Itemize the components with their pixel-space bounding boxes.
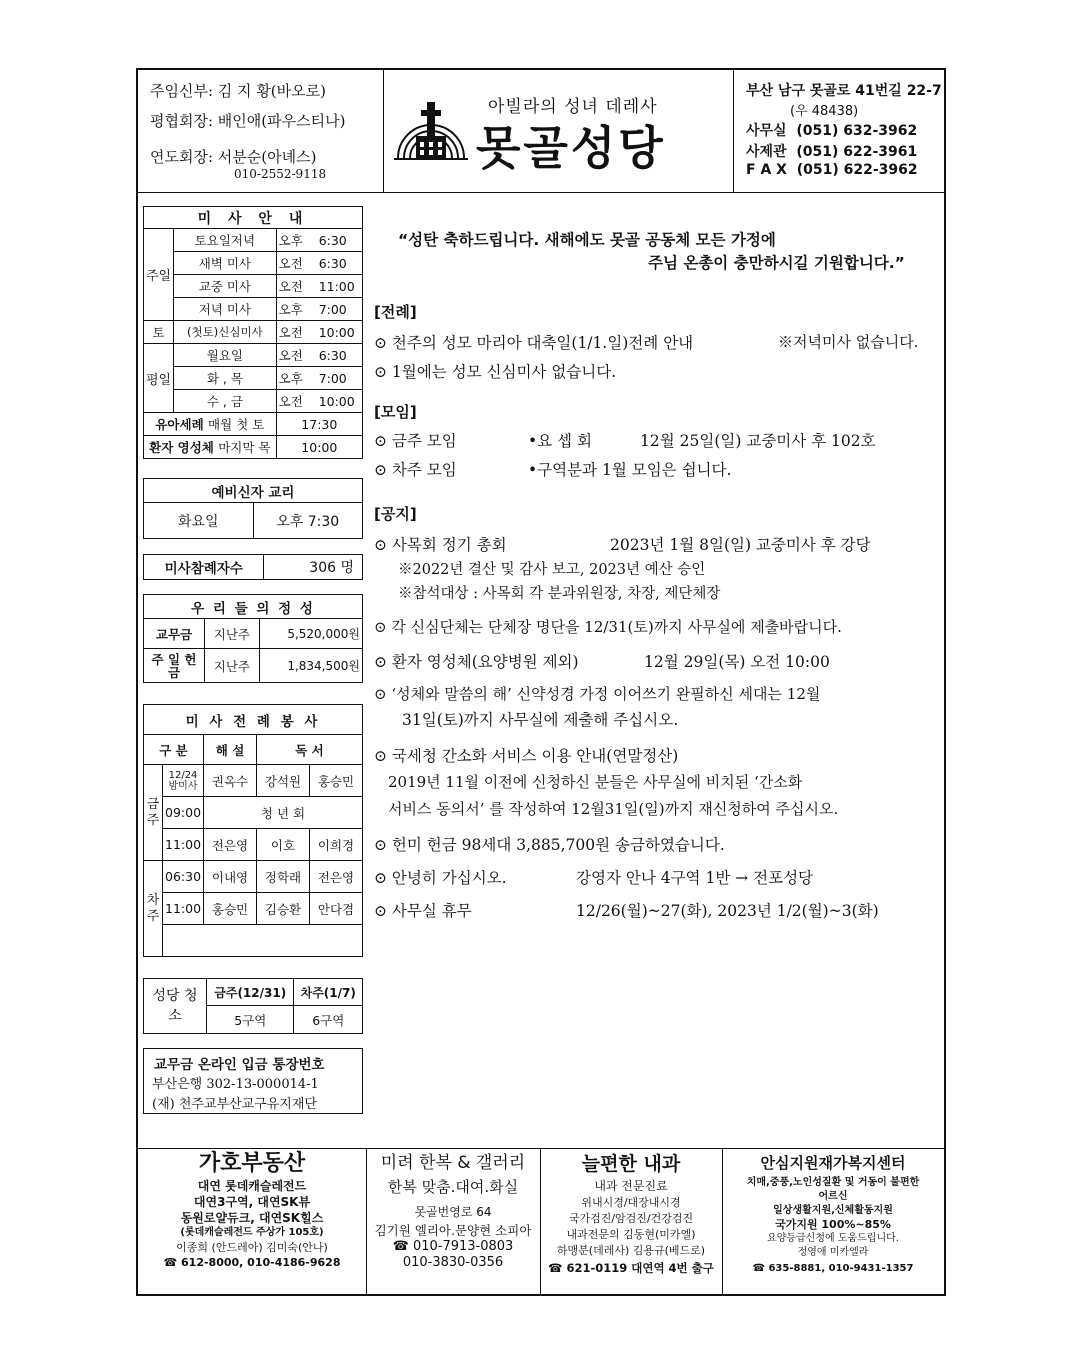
ad-welfare-center: 안심지원재가복지센터 치매,중풍,노인성질환 및 거동이 불편한 어르신 일상생활지원,신체활동지원 국가지원 100%~85% 요양등급신청에 도움드립니다. 정영애 미카엘라 ☎ 635-8881, 010-9431-1357 xyxy=(746,1154,920,1274)
mass-name: 새벽 미사 xyxy=(174,252,277,275)
offering-amount: 5,520,000원 xyxy=(259,619,362,649)
mass-time: 오전 6:30 xyxy=(276,252,362,275)
notice-line: 강영자 안나 4구역 1반 → 전포성당 xyxy=(576,869,814,887)
attendance-label: 미사참례자수 xyxy=(144,555,264,580)
service-empty-row xyxy=(163,925,363,957)
service-person: 전은영 xyxy=(310,861,363,893)
notice-line: 12월 25일(일) 교중미사 후 102호 xyxy=(640,432,876,450)
mass-time: 오전 11:00 xyxy=(276,275,362,298)
service-person: 강석원 xyxy=(257,765,310,797)
service-person: 이호 xyxy=(257,829,310,861)
notice-line: 서비스 동의서’ 를 작성하여 12월31일(일)까지 재신청하여 주십시오. xyxy=(388,800,839,818)
cleaning-next-head: 차주(1/7) xyxy=(294,979,363,1006)
notice-line: 2019년 11월 이전에 신청하신 분들은 사무실에 비치된 ‘간소화 xyxy=(388,773,803,791)
notice-line: 12/26(월)~27(화), 2023년 1/2(월)~3(화) xyxy=(576,902,879,920)
service-person: 정학래 xyxy=(257,861,310,893)
next-week-label: 차주 xyxy=(144,861,163,957)
staff-council: 평협회장: 배인애(파우스티나) xyxy=(150,112,346,130)
offering-title: 우 리 들 의 정 성 xyxy=(144,595,363,619)
service-person: 안다겸 xyxy=(310,893,363,925)
mass-time: 오후 6:30 xyxy=(276,229,362,252)
service-person: 홍승민 xyxy=(204,893,257,925)
staff-priest: 주임신부: 김 지 황(바오로) xyxy=(150,82,326,100)
notice-line: ⊙ 국세청 간소화 서비스 이용 안내(연말정산) xyxy=(374,747,679,765)
staff-phone: 010-2552-9118 xyxy=(234,167,327,181)
notice-line: ⊙ 안녕히 가십시오. xyxy=(374,869,507,887)
contact-rectory: 사제관 (051) 622-3961 xyxy=(746,144,918,160)
attendance-value: 306 명 xyxy=(264,555,363,580)
ad-divider xyxy=(366,1148,367,1294)
header-staff xyxy=(138,70,384,192)
service-person: 전은영 xyxy=(204,829,257,861)
mass-name: 교중 미사 xyxy=(174,275,277,298)
notice-line: ⊙ 사목회 정기 총회 xyxy=(374,536,507,554)
service-time: 11:00 xyxy=(163,829,204,861)
parish-subtitle: 아빌라의 성녀 데레사 xyxy=(488,97,658,117)
address: 부산 남구 못골로 41번길 22-7 xyxy=(746,83,942,99)
notice-line: ⊙ 금주 모임 xyxy=(374,432,457,450)
mass-name: 월요일 xyxy=(174,344,277,367)
service-table xyxy=(143,704,363,957)
greeting-line-1: “성탄 축하드립니다. 새해에도 못골 공동체 모든 가정에 xyxy=(398,231,776,249)
notice-line: ⊙ 사무실 휴무 xyxy=(374,902,472,920)
catechumen-title: 예비신자 교리 xyxy=(144,479,363,503)
mass-name: (첫토)신심미사 xyxy=(174,321,277,344)
mass-time: 오전 10:00 xyxy=(276,321,362,344)
mass-title: 미 사 안 내 xyxy=(144,207,363,229)
sick-communion-label: 환자 영성체 마지막 목 xyxy=(144,436,277,459)
infant-baptism-time: 17:30 xyxy=(276,413,362,436)
cleaning-next-val: 6구역 xyxy=(294,1006,363,1034)
ad-divider xyxy=(540,1148,541,1294)
notice-line: ⊙ 차주 모임 xyxy=(374,461,457,479)
ad-divider xyxy=(722,1148,723,1294)
greeting-line-2: 주님 온총이 충만하시길 기원합니다.” xyxy=(648,254,905,272)
offering-table xyxy=(143,594,363,683)
mass-schedule-table xyxy=(143,206,363,459)
cleaning-this-val: 5구역 xyxy=(207,1006,294,1034)
offering-amount: 1,834,500원 xyxy=(259,649,362,683)
service-time: 09:00 xyxy=(163,797,204,829)
service-head-reading: 독 서 xyxy=(257,735,363,765)
notice-line: 12월 29일(목) 오전 10:00 xyxy=(644,653,830,671)
mass-name: 수 , 금 xyxy=(174,390,277,413)
section-meeting: [모임] xyxy=(374,403,417,421)
service-group: 청 년 회 xyxy=(204,797,363,829)
attendance-table xyxy=(143,554,363,580)
service-title: 미 사 전 례 봉 사 xyxy=(144,705,363,735)
sunday-label: 주일 xyxy=(144,229,174,321)
cleaning-this-head: 금주(12/31) xyxy=(207,979,294,1006)
bank-title: 교무금 온라인 입금 통장번호 xyxy=(154,1057,325,1073)
ad-realestate: 가호부동산 대연 롯데캐슬레전드 대연3구역, 대연SK뷰 동원로얄듀크, 대연SK힐스 (롯데캐슬레전드 주상가 105호) 이종희 (안드레아) 김미숙(안나) ☎ 612-8000, 010-4186-9628 xyxy=(163,1151,341,1269)
notice-line: •구역분과 1월 모임은 쉽니다. xyxy=(528,461,732,479)
church-logo-icon xyxy=(394,100,468,162)
notice-line: 31일(토)까지 사무실에 제출해 주십시오. xyxy=(402,711,679,729)
mass-time: 오후 7:00 xyxy=(276,298,362,321)
notice-line: 2023년 1월 8일(일) 교중미사 후 강당 xyxy=(610,536,871,554)
bank-box xyxy=(143,1048,363,1114)
saturday-label: 토 xyxy=(144,321,174,344)
catechumen-time: 오후 7:30 xyxy=(253,503,363,539)
header-contact xyxy=(734,70,946,192)
contact-fax: F A X (051) 622-3962 xyxy=(746,162,918,178)
weekday-label: 평일 xyxy=(144,344,174,413)
cleaning-table xyxy=(143,978,363,1034)
cleaning-label: 성당 청소 xyxy=(144,979,207,1034)
section-liturgy: [전례] xyxy=(374,303,417,321)
staff-prayer: 연도회장: 서분순(아녜스) xyxy=(150,148,317,166)
offering-name: 교무금 xyxy=(144,619,205,649)
header-divider xyxy=(138,192,946,193)
service-person: 홍승민 xyxy=(310,765,363,797)
notice-line: ⊙ 헌미 헌금 98세대 3,885,700원 송금하였습니다. xyxy=(374,836,725,854)
catechumen-table xyxy=(143,478,363,539)
service-time: 12/24 밤미사 xyxy=(163,765,204,797)
service-person: 이희경 xyxy=(310,829,363,861)
service-head-division: 구 분 xyxy=(144,735,204,765)
section-notice: [공지] xyxy=(374,505,417,523)
postcode: (우 48438) xyxy=(790,104,859,119)
mass-name: 토요일저녁 xyxy=(174,229,277,252)
service-person: 권옥수 xyxy=(204,765,257,797)
notice-line: ⊙ 1월에는 성모 신심미사 없습니다. xyxy=(374,363,617,381)
notice-line: ⊙ 각 신심단체는 단체장 명단을 12/31(토)까지 사무실에 제출바랍니다. xyxy=(374,618,842,636)
offering-name: 주 일 헌 금 xyxy=(144,649,205,683)
bank-owner: (재) 천주교부산교구유지재단 xyxy=(152,1097,317,1112)
service-person: 이내영 xyxy=(204,861,257,893)
notice-line: ⊙ 환자 영성체(요양병원 제외) xyxy=(374,653,579,671)
header-title-block xyxy=(384,70,734,192)
notice-line: ※2022년 결산 및 감사 보고, 2023년 예산 승인 xyxy=(398,562,706,578)
catechumen-day: 화요일 xyxy=(144,503,254,539)
mass-time: 오전 10:00 xyxy=(276,390,362,413)
mass-time: 오후 7:00 xyxy=(276,367,362,390)
notice-line: ⊙ ‘성체와 말씀의 해’ 신약성경 가정 이어쓰기 완필하신 세대는 12월 xyxy=(374,685,821,703)
service-time: 11:00 xyxy=(163,893,204,925)
service-person: 김승환 xyxy=(257,893,310,925)
notice-line: ※저녁미사 없습니다. xyxy=(778,333,919,351)
parish-title: 못골성당 xyxy=(476,121,666,175)
service-time: 06:30 xyxy=(163,861,204,893)
contact-office: 사무실 (051) 632-3962 xyxy=(746,123,918,139)
mass-time: 오전 6:30 xyxy=(276,344,362,367)
ad-hanbok: 미려 한복 & 갤러리 한복 맞춤.대여.화실 못골번영로 64 김기원 엘리아.문양현 소피아 ☎ 010-7913-0803 010-3830-0356 xyxy=(374,1153,532,1270)
notice-line: ※참석대상 : 사목회 각 분과위원장, 차장, 제단체장 xyxy=(398,586,721,602)
this-week-label: 금주 xyxy=(144,765,163,861)
ad-clinic: 늘편한 내과 내과 전문진료 위내시경/대장내시경 국가검진/암검진/건강검진 내과전문의 김동현(미카엘) 하맹분(데레사) 김용규(베드로) ☎ 621-0119 대연역 4번 출구 xyxy=(548,1153,714,1275)
service-head-commentary: 해 설 xyxy=(204,735,257,765)
offering-period: 지난주 xyxy=(205,619,260,649)
offering-period: 지난주 xyxy=(205,649,260,683)
notice-line: ⊙ 천주의 성모 마리아 대축일(1/1.일)전례 안내 xyxy=(374,334,694,352)
infant-baptism-label: 유아세례 매월 첫 토 xyxy=(144,413,277,436)
bank-account: 부산은행 302-13-000014-1 xyxy=(152,1077,319,1092)
sick-communion-time: 10:00 xyxy=(276,436,362,459)
mass-name: 저녁 미사 xyxy=(174,298,277,321)
ads-divider xyxy=(138,1148,946,1149)
notice-line: •요 셉 회 xyxy=(528,432,592,450)
mass-name: 화 , 목 xyxy=(174,367,277,390)
